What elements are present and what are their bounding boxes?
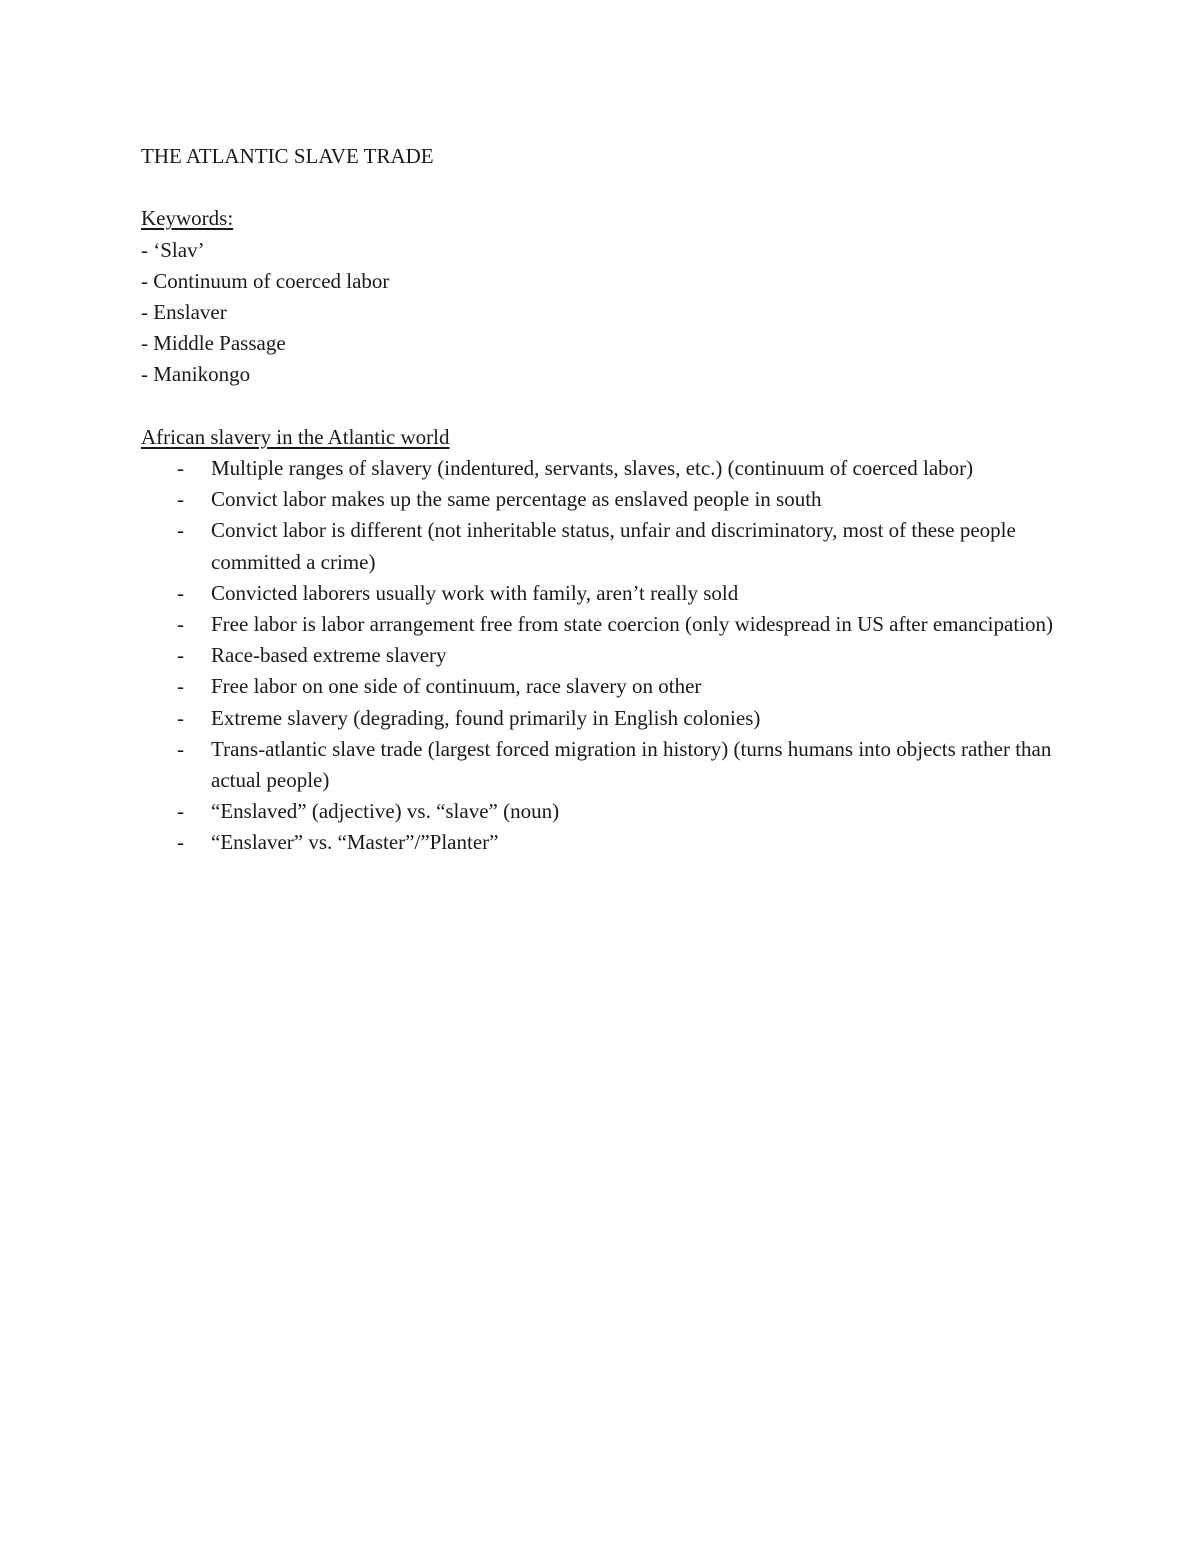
list-item-text: Convict labor is different (not inheritable status, unfair and discriminatory, most of these people committed a crime): [211, 518, 1016, 574]
bullet-marker: -: [177, 612, 184, 637]
keyword-item: - ‘Slav’: [141, 237, 205, 262]
list-item-text: “Enslaver” vs. “Master”/”Planter”: [211, 830, 499, 855]
notes-list: [141, 453, 1061, 859]
bullet-marker: -: [177, 456, 184, 480]
keywords-list: [141, 235, 1061, 391]
list-item: [141, 578, 1061, 609]
list-item-text: Convict labor makes up the same percentage as enslaved people in south: [211, 487, 822, 512]
document-title: THE ATLANTIC SLAVE TRADE: [141, 144, 434, 168]
bullet-marker: -: [177, 580, 184, 605]
keyword-item: - Enslaver: [141, 300, 227, 324]
bullet-marker: -: [177, 705, 184, 730]
list-item: [141, 734, 1061, 796]
list-item: [141, 484, 1061, 515]
bullet-marker: -: [177, 674, 184, 699]
list-item: [141, 796, 1061, 827]
list-item-text: Race-based extreme slavery: [211, 643, 447, 668]
list-item-text: Convicted laborers usually work with family, aren’t really sold: [211, 580, 739, 605]
list-item-text: Extreme slavery (degrading, found primarily in English colonies): [211, 705, 761, 730]
section-heading: African slavery in the Atlantic world: [141, 424, 450, 449]
list-item: [141, 515, 1061, 577]
bullet-marker: -: [177, 643, 184, 668]
list-item: [141, 827, 1061, 858]
list-item: [141, 640, 1061, 671]
keyword-item: - Continuum of coerced labor: [141, 268, 390, 293]
document-page: [141, 141, 1061, 859]
bullet-marker: -: [177, 830, 184, 855]
list-item: [141, 703, 1061, 734]
list-item-text: “Enslaved” (adjective) vs. “slave” (noun): [211, 799, 560, 824]
keywords-heading: Keywords:: [141, 206, 234, 231]
bullet-marker: -: [177, 487, 184, 512]
bullet-marker: -: [177, 736, 184, 761]
list-item-text: Multiple ranges of slavery (indentured, servants, slaves, etc.) (continuum of coerced labor): [211, 456, 974, 480]
blank-line: [141, 172, 1061, 203]
bullet-marker: -: [177, 518, 184, 543]
list-item-text: Free labor on one side of continuum, race slavery on other: [211, 674, 702, 699]
list-item-text: Free labor is labor arrangement free from state coercion (only widespread in US after emancipation): [211, 612, 1053, 637]
keyword-item: - Manikongo: [141, 362, 251, 387]
bullet-marker: -: [177, 799, 184, 824]
list-item: [141, 671, 1061, 702]
list-item-text: Trans-atlantic slave trade (largest forced migration in history) (turns humans into objects rather than actual people): [211, 736, 1052, 793]
list-item: [141, 609, 1061, 640]
list-item: [141, 453, 1061, 484]
keyword-item: - Middle Passage: [141, 331, 286, 356]
blank-line: [141, 391, 1061, 422]
